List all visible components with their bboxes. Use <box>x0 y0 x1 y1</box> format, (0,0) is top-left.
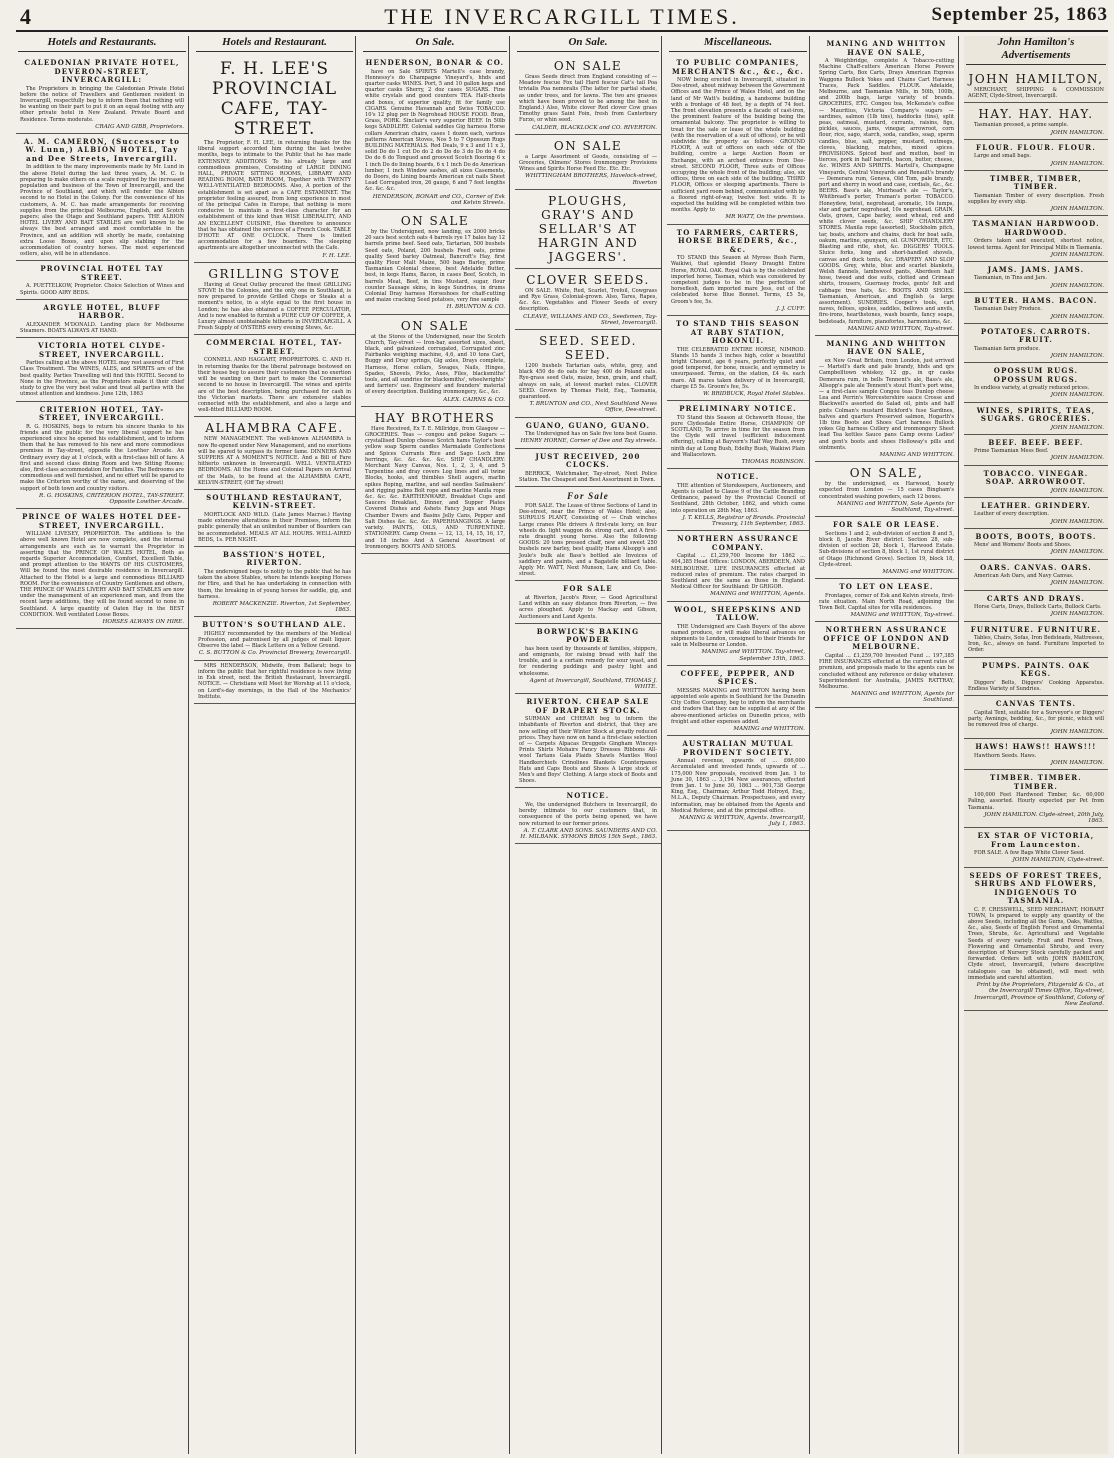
ad-title: OPOSSUM RUGS. OPOSSUM RUGS. <box>993 366 1079 384</box>
column-5 <box>667 36 810 1454</box>
advertisement <box>16 509 188 629</box>
ad-title: ARGYLE HOTEL, BLUFF HARBOR. <box>43 302 161 321</box>
ad-signature: Agent at Invercargill, Southland, THOMAS J. WHITE. <box>529 677 657 690</box>
ad-title: COMMERCIAL HOTEL, TAY-STREET. <box>206 338 343 356</box>
ad-title: BEEF. BEEF. BEEF. <box>988 437 1084 447</box>
ad-body: In addition to the many improvements made by Mr. Lund in the above Hotel during the last three years, A. M. C. is preparing to make others on a scale required by the increased population and business of the Town of Invercargill, and the Province of Southland, and which will render the Albion second to no Hotel in the Colony. For the convenience of his customers, A. M. C. has made arrangements for receiving supplies from the principal Melbourne, English, and Scotch papers; also the Otago and Southland papers. THE ALBION HOTEL LIVERY AND BAIT STABLES are well known to be always the best arranged and most comfortable in the Province, and an addition will shortly be made, containing extra Loose Boxes, and upon slip stabling for the accommodation of country horses. The most experienced ostlers, also, will be in attendance. <box>20 164 184 258</box>
ad-body: Diggers' Belts, Diggers' Cooking Apparatus. Endless Variety of Sundries. <box>968 679 1104 692</box>
ad-body: The Undersigned has on Sale five tons best Guano. <box>525 431 657 438</box>
ad-body: Capital ... £1,259,700 Income for 1862 ... 404,385 Head Offices: LONDON, ABERDEEN, AND MELBOURNE. LIFE INSURANCES effected at reduced rates of premium. The rates charged in Southland are the same as those in England. Medical Officer for Southland: Dr GRIGOR. <box>671 553 805 591</box>
ad-signature: JOHN HAMILTON. <box>1050 424 1104 431</box>
advertisement <box>194 263 355 336</box>
ad-title: CALEDONIAN PRIVATE HOTEL, DEVERON-STREET, INVERCARGILL: <box>24 58 180 84</box>
ad-body: FOR SALE. A few Bags White Clover Seed. <box>974 850 1085 857</box>
ad-signature: A. T. CLARK AND SONS. SAUNDERS AND CO. H. MILBANK. SYMONS BROS 15th Sept., 1863. <box>520 827 657 840</box>
ad-title: WOOL, SHEEPSKINS AND TALLOW. <box>674 604 802 623</box>
ad-title: TIMBER, TIMBER, TIMBER. <box>990 173 1082 192</box>
ad-signature: MANING and WHITTON. Tay-street, September 15th, 1863. <box>701 649 805 662</box>
ad-title: TO PUBLIC COMPANIES, MERCHANTS &c., &c., &c. <box>671 58 805 76</box>
ad-body: by the Undersigned, now landing, ex 2000 bricks 20 sacs best scotch oats 4 barrels rye 17 bales hay 12 barrels prime beef. Seed oats, Tartarian, 500 bushels Seed oats, Poland, 200 bushels Feed oats, prime quality Seed barley Oatmeal, Bancroft's Hay, first quality Flour Malt Maize, 500 bags Barley, prime Tasmanian Colonial cheese, best Adelaide Butter, best, in kegs Hams, Bacon, in cases Beef, Scotch, in barrels Meat, Beef, in tins Mustard, sugar, flour counter Sausage skins, in kegs Sundries, in drums Colonial Dray harness Horseshoes for chaff-cutting and maize cracking Seed potatoes, very fine sample <box>365 228 505 304</box>
advertisement <box>964 363 1108 402</box>
ad-body: The undersigned begs to notify to the public that he has taken the above Stables, where he intends keeping Horses for Hire, and that he has undertaking in connection with them, the breaking in of young horses for saddle, gig, and harness. <box>198 568 351 600</box>
ad-body: BERRICK, Watchmaker, Tay-street, Next Police Station. The Cheapest and Best Assortment in Town. <box>519 470 657 483</box>
advertisement <box>515 581 661 623</box>
ad-title: BOOTS, BOOTS, BOOTS. <box>975 531 1097 541</box>
ad-title: ALHAMBRA CAFE. <box>205 421 344 436</box>
advertisement <box>964 658 1108 696</box>
ad-title: SOUTHLAND RESTAURANT, KELVIN-STREET. <box>206 492 343 511</box>
ad-title: A. M. CAMERON, (Successor to W. Lunn,) ALBION HOTEL, Tay and Dee Streets, Invercargill. <box>23 136 181 163</box>
advertisement <box>815 36 958 336</box>
ad-signature: J. T. KELLS, Registrar of Brands. Provincial Treasury, 11th September, 1863. <box>682 514 805 527</box>
ad-body: In endless variety, at greatly reduced prices. <box>974 385 1090 392</box>
advertisement <box>964 529 1108 560</box>
ad-title: TO FARMERS, CARTERS, HORSE BREEDERS, &c., &c. <box>676 227 800 254</box>
ad-signature: MANING AND WHITTON. <box>879 451 954 458</box>
ad-signature: MANING and WHITTON, Agents for Southland. <box>851 691 954 704</box>
ad-body: Large and small bags. <box>974 153 1032 160</box>
ad-title: COFFEE, PEPPER, AND SPICES. <box>680 668 796 687</box>
ad-signature: JOHN HAMILTON. <box>1050 549 1104 556</box>
ad-signature: ROBERT MACKENZIE. Riverton, 1st September, 1863. <box>212 600 351 614</box>
ad-signature: C. S. BUTTON & Co. Provincial Brewery, Invercargill. <box>198 650 351 657</box>
ad-title: HAY BROTHERS <box>374 410 496 425</box>
advertisement <box>515 449 661 487</box>
ad-signature: JOHN HAMILTON. Clyde-street, 20th July, 1863. <box>984 811 1104 825</box>
ad-body: Orders taken and executed, shortest notice, lowest terms. Agent for Principal Mills in Tasmania. <box>968 238 1104 251</box>
ad-signature: JOHN HAMILTON. <box>1050 392 1104 399</box>
advertisement <box>16 261 188 299</box>
ad-title: BUTTER. HAMS. BACON. <box>974 295 1098 305</box>
ad-signature: MANING AND WHITTON, Tay-street. <box>847 325 954 332</box>
column-heading: On Sale. <box>517 36 659 52</box>
ad-title: FURNITURE. FURNITURE. <box>970 624 1102 634</box>
ad-title: NORTHERN ASSURANCE OFFICE OF LONDON AND MELBOURNE. <box>823 625 950 652</box>
ad-title: FOR SALE <box>563 584 613 594</box>
advertisement <box>515 190 661 269</box>
advertisement <box>194 335 355 417</box>
column-heading: Miscellaneous. <box>669 36 807 52</box>
ad-body: Tasmanian Timber of every description. Fresh supplies by every ship. <box>968 192 1104 205</box>
ad-signature: MANING and WHITTON. <box>882 568 954 575</box>
ad-title: JOHN HAMILTON, <box>968 72 1104 86</box>
column-7 <box>964 36 1108 1454</box>
ad-signature: W. BRIDBUCK, Royal Hotel Stables. <box>703 390 805 397</box>
ad-signature: JOHN HAMILTON. <box>1050 282 1104 289</box>
ad-body: Tasmanian pressed, a prime sample. <box>974 122 1069 129</box>
ad-title: CANVAS TENTS. <box>995 699 1077 709</box>
ad-signature: H. BRUNTON & CO. <box>446 304 505 311</box>
advertisement <box>361 55 509 210</box>
ad-body: by the undersigned, ex Harwood, hourly expected from London — 15 cases Bingham's concentrated washing powders, each 12 boxes. <box>819 481 954 500</box>
ad-title: PROVINCIAL HOTEL TAY STREET. <box>40 264 164 282</box>
ad-title: For Sale <box>567 491 609 501</box>
ad-title: BUTTON'S SOUTHLAND ALE. <box>202 620 347 630</box>
ad-title: NOTICE. <box>566 791 610 801</box>
ad-title: VICTORIA HOTEL CLYDE-STREET, INVERCARGILL. <box>38 341 166 359</box>
ad-body: Horse Carts, Drays, Bullock Carts, Bullock Carts. <box>974 604 1102 611</box>
advertisement <box>194 490 355 547</box>
advertisement <box>667 469 809 531</box>
advertisement <box>667 225 809 316</box>
ad-signature: JOHN HAMILTON. <box>1050 160 1104 167</box>
ad-signature: MANING and WHITTON, Sole Agents for Southland, Tay-street. <box>836 500 954 513</box>
advertisement <box>815 462 958 517</box>
ad-body: Tasmanian farm produce. <box>974 345 1040 352</box>
advertisement <box>815 336 958 462</box>
ad-signature: JOHN HAMILTON. <box>1050 251 1104 258</box>
advertisement <box>964 498 1108 529</box>
ad-title: AUSTRALIAN MUTUAL PROVIDENT SOCIETY. <box>682 739 794 757</box>
ad-title: TASMANIAN HARDWOOD. HARDWOOD. <box>972 219 1100 237</box>
advertisement <box>964 868 1108 1011</box>
advertisement <box>964 435 1108 466</box>
advertisement <box>515 330 661 418</box>
column-heading: Hotels and Restaurant. <box>196 36 353 52</box>
advertisement <box>964 770 1108 828</box>
advertisement <box>194 617 355 660</box>
advertisement <box>515 694 661 788</box>
ad-signature: THOMAS ROBINSON. <box>741 459 805 466</box>
ad-body: have on Sale SPIRITS Martell's case brandy, Hennessy's do Champagne Vineyard's, hhds and quarter casks WINES. Port, 5 and 10 gallon kegs and quarter casks Sherry, 2 doz cases SUGARS. Fine white crystals and good counters TEA. Half-chests and boxes, of superior quality, fit for family use CIGARS. Genuine Havannah and Swiss TOBACCO. 10's 12 plug per lb Negrohead HOUSE FOOD. Bran, Grass, PORK. Sinclair's very superior BEEF. In 50lb kegs SADDLERY. Colonial saddles Gig harness Horse collars American chairs, cases 1 dozen each, various patterns American Stoves, Nos 5 to 7 Opossum Rugs BUILDING MATERIALS. Red Deals, 9 x 3 and 11 x 3, solid Do do 1 cut Do do 2 do Do do 3 do Do do 4 do Do do 6 do Tongued and grooved Scotch flooring 6 x 1 inch Do do lining boards, 6 x 1 inch Do do American lumber, 1 inch Window sashes, all sizes Casements, do Doors, do Lining boards American cut nails Sheet Lead Corrugated iron, 26 gauge, 6 and 7 feet lengths &c. &c. &c. <box>365 68 505 193</box>
ad-body: THE Undersigned are Cash Buyers of the above named produce, or will make liberal advances on shipments to London, consigned to their friends for sale in Melbourne or London. <box>671 623 805 649</box>
ad-body: Tables, Chairs, Sofas, Iron Bedsteads, Mattresses, Iron, &c., always on hand. Furniture Imported to Order. <box>968 635 1104 654</box>
advertisement <box>964 216 1108 262</box>
ad-signature: MR WATT, On the premises. <box>725 214 805 221</box>
ad-signature: J. J. CUFF. <box>776 305 805 312</box>
ad-title: PRELIMINARY NOTICE. <box>679 404 797 414</box>
ad-title: OARS. CANVAS. OARS. <box>980 562 1092 572</box>
ad-body: Mens' and Womens' Boots and Shoes. <box>974 542 1072 549</box>
ad-title: TO STAND THIS SEASON AT RABY STATION, HOKONUI. <box>676 319 800 345</box>
ad-signature: F. H. LEE. <box>322 252 351 259</box>
advertisement <box>964 622 1108 658</box>
ad-title: HAWS! HAWS!! HAWS!!! <box>975 742 1097 752</box>
advertisement <box>964 560 1108 591</box>
ad-signature: CLEAVE, WILLIAMS AND CO., Seedsmen, Tay-Street, Invercargill. <box>523 313 657 326</box>
ad-signature: JOHN HAMILTON. <box>1050 129 1104 136</box>
advertisement <box>515 55 661 135</box>
ad-body: TO STAND this Season at Myross Bush Farm, Waikiwi, that splendid Heavy Draught Entire Horse, ROYAL OAK. Royal Oak is by the celebrated imported horse, Tasman, which was considered by competent judges to be in the perfection of horseflesh, dam imported mare Jess, out of the celebrated horse Blue Bonnet. Terms, £5 5s, Groom's fee, 5s. <box>671 255 805 305</box>
ad-title: CARTS AND DRAYS. <box>986 593 1086 603</box>
ad-body: A Weighbridge, complete A Tobacco-cutting Machine Chaff-cutters American Horse Powers Spring Carts, Box Carts, Drays American Express Waggons Bullock Yokes and Chains Cart Harness Traces, Pack Saddles. FLOUR. Adelaide, Melbourne, and Tasmanian Mills, in 50lb, 100lb, and 200lb bags, large variety of brands. GROCERIES, ETC. Congou tea, McKenzie's coffee — Mauritius, Victoria Company's sugars — sardines, salmon (1lb tins), haddocks (tins), split peas, oatmeal, mustard, currants, raisins, figs, pickles, sauces, jams, vinegar, arrowroot, corn flour, rice, sago, starch, soda, candles, soap, sperm candles, blue, salt, pepper, mustard, nutmegs, cloves, blacking, matches, mixed spices. PROVISIONS. Spiced beef and mutton, beef in tierces, pork in half barrels, bacon, butter, cheese, &c. WINES AND SPIRITS. Martell's, Champagne Vineyards, Central Vineyards and Renault's brandy — Demerara rum, Geneva, Old Tom, pale brandy, port and sherry in wood and case, cordials, &c., &c. BEERS. Bass's ale, Muirhead's ale — Taylor's, Whitbread's porter, Truman's porter. TOBACCO. Honeydew, twist, negrohead, aromatic, 10s lumps, star and garter negrohead, 10s negrohead. GRAIN. Oats, grown, Cape barley, seed wheat, red and white clover seeds, &c. SHIP CHANDLERY STORES. Manila rope (assorted), Stockholm pitch, tar, boats, anchors and chains, duck for boat sails, oakum, marline, spunyarn, oil. GUNPOWDER, ETC. Blasting and rifle, shot, &c. DIGGERS' TOOLS. Sluice forks, long and short-handled shovels, canvas and duck tents, &c. DRAPERY AND SLOP GOODS. Grey, white, blue and scarlet blankets, Welsh flannels, lambswool pants, Aberdeen half hose, tweed and doe suits, clotted and Crimean shirts, trousers, Guernsey frocks, gents' felt and cabbage tree hats, &c. BOOTS AND SHOES. Tasmanian, American, and English (a large assortment). SUNDRIES. Cooper's tools, cart naves, felloes, spokes, saddles, bellows and anvils, fire-irons, hearthstones, wash boards, fancy soaps, bedsteads, furniture, pianofortes, harmoniums, &c. <box>819 58 954 325</box>
ad-title: BORWICK'S BAKING POWDER <box>536 626 640 645</box>
column-heading: Hotels and Restaurants. <box>18 36 186 52</box>
ad-body: Annual revenue, upwards of ... £66,000 Accumulated and invested funds, upwards of ... 175,000 New proposals, received from Jan. 1 to June 30, 1863 ... 3,194 New assurances, effected from Jan. 1 to June 30, 1863 ... 901,738 George King, Esq., Chairman; Arthur Todd Holroyd, Esq., M.L.A., Deputy Chairman. Prospectuses, and every information, may be obtained from the Agents and Medical Referee, and at the principal office. <box>671 758 805 814</box>
ad-title: FOR SALE OR LEASE. <box>833 520 940 530</box>
ad-body: NEW MANAGEMENT. The well-known ALHAMBRA is now Re-opened under New Management, and no exertions will be spared to surpass its former fame. DINNERS AND SUPPERS AT A MOMENT'S NOTICE. And a Bill of Fare hitherto unknown in Invercargill. WELL VENTILATED BEDROOMS. All the Home and Colonial Papers on Arrival of the Mails, to be found at the ALHAMBRA CAFE, KELVIN-STREET, (Off Tay street) <box>198 436 351 486</box>
issue-date: September 25, 1863 <box>931 4 1108 25</box>
ad-signature: JOHN HAMILTON, Clyde-street. <box>1012 857 1104 864</box>
ad-title: F. H. LEE'S PROVINCIAL CAFE, TAY-STREET. <box>211 59 338 139</box>
column-heading: John Hamilton's Advertisements <box>966 36 1106 65</box>
ad-body: R. G. HOSKINS, begs to return his sincere thanks to his friends and the public for the very liberal support he has experienced since he opened his establishment, and to inform them that he has removed to his new and more commodious premises in Tay-street, opposite the Lowther Arcade. An Ordinary every day at 1 o'clock, with a first-class bill of fare. A first and second class dining Room and two Sitting Rooms; also, first-class accommodation for Families. The Bedrooms are commodious and well furnished, and no effort will be spared to make the Criterion worthy of the name, and deserving of the support of both town and country visitors. <box>20 423 184 492</box>
ad-title: PLOUGHS, GRAY'S AND SELLAR'S AT HARGIN AND JAGGERS'. <box>537 193 639 264</box>
ad-body: has been used by thousands of families, shippers, and emigrants, for raising bread with half the trouble, and is a certain remedy for sour yeast, and for rendering puddings and pastry light and wholesome. <box>519 645 657 677</box>
ad-title: EX STAR OF VICTORIA, From Launceston. <box>977 831 1095 849</box>
advertisement <box>964 68 1108 103</box>
ad-signature: JOHN HAMILTON. <box>1050 313 1104 320</box>
ad-body: 100,000 Feet Hardwood Timber, &c. 60,000 Paling, assorted. Hourly expected per Pet from Tasmania. <box>968 792 1104 811</box>
ad-body: Have Received, Ex T. E. Millridge, from Glasgow — GROCERIES. Teas — congou and pekoe Sugars — crystallised Dunlop cheese Scotch hams Taylor's best yellow soap Sperm candles Marmalade Confections and Spices Currants Rice and Sago Loch fine herrings, &c. &c. &c. &c. SHIP CHANDLERY: Merchant Navy Canvas, Nos. 1, 2, 3, 4, and 5 Turpentine and dray covers Log lines and all twine Blocks, hooks, and thimbles Shell augers, marlin spikes Roping, marline, and sail needles Sailmakers' and rigging palms Bolt rope and marline Manila rope &c. &c. &c. EARTHENWARE. Breakfast Cups and Saucers Breakfast, Dinner, and Supper Plates Covered Dishes and Ashets Fancy Jugs and Mugs Chamber Ewers and Basins Jelly Cans, Pepper and Salt Dishes &c. &c. &c. PAPERHANGINGS. A large variety. PAINTS, OILS, AND TURPENTINE. STATIONERY. Camp Ovens — 12, 13, 14, 15, 16, 17, and 18 inches And A General Assortment of Ironmongery. BOOTS AND SHOES. <box>365 425 505 550</box>
ad-body: Tasmanian Dairy Produce. <box>974 306 1043 313</box>
ad-title: ON SALE <box>553 59 623 73</box>
ad-title: ON SALE, <box>849 466 924 481</box>
ad-title: SEEDS OF FOREST TREES, SHRUBS AND FLOWERS, INDIGENOUS TO TASMANIA. <box>969 870 1103 906</box>
advertisement <box>964 828 1108 867</box>
advertisement <box>361 315 509 407</box>
column-heading: On Sale. <box>363 36 507 52</box>
ad-body: Sections 1 and 2, sub-division of section 8 and 5, block 8, Jacobs River district. Section 28, sub-division of section 28, block 1, Harwood Estate. Sub-divisions of section 8, block 1, 1st rural district of Otago (Richmond Grove). Section 19, block 18, Clyde-street. <box>819 530 954 568</box>
advertisement <box>194 547 355 617</box>
column-2 <box>194 36 356 1454</box>
ad-signature: JOHN HAMILTON. <box>1050 611 1104 618</box>
ad-signature: JOHN HAMILTON. <box>1050 206 1104 213</box>
ad-signature: JOHN HAMILTON. <box>1050 518 1104 525</box>
advertisement <box>361 407 509 554</box>
ad-body: ex New Great Britain, from London, just arrived — Martell's dark and pale brandy, hhds and qrs Campbelltown whiskey, 12 gp., in qr casks Demerara rum, in bells Tennent's ale, Bass's ale, Allsopp's pale ale Tennent's stout Hunt's port wine, — a first-class sample Congou teas Dunlop cheese Lea and Perrin's Worcestershire sauce Crosse and Blackwell's assorted do Salad oil, pints and half pints Colman's mustard Bickford's fuse Sardines, halves and quarters Preserved salmon, Hogarth's 1lb tins Boots and Shoes Cart harness Bullock yokes Gig harness Cutlery and ironmongery Sheet lead Tea kettles Sauce pans Camp ovens Ladies' and gent's boots and shoes Holloway's pills and ointments. <box>819 357 954 451</box>
ad-signature: R. G. HOSKINS, CRITERION HOTEL, TAY-STREET. Opposite Lowther Arcade. <box>39 492 184 505</box>
advertisement <box>964 262 1108 293</box>
page-number: 4 <box>20 4 31 29</box>
advertisement <box>515 418 661 449</box>
ad-title: TOBACCO. VINEGAR. SOAP. ARROWROOT. <box>983 468 1089 487</box>
ad-title: MANING AND WHITTON HAVE ON SALE, <box>826 39 947 57</box>
ad-title: WINES, SPIRITS, TEAS, SUGARS. GROCERIES. <box>976 405 1096 424</box>
ad-body: NOW being erected in Invercargill, situated in Dee-street, about midway between the Government Offices and the Prince of Wales Hotel, and on the land of Mr Watt's building, a handsome building with a frontage of 48 feet, by a depth of 74 feet. The front elevation presents a facade of cast-iron, the prominent feature of the building being the ornamental balcony. The proprietor is willing to treat for the sale or lease of the whole building (with the reservation of a suit of offices), or he will subdivide the property as follows: GROUND FLOOR, A suit of offices on each side of the building, centre a large Auction Room or Exchange, with an arched entrance from Dee-street. SECOND FLOOR, Three suits of Offices occupying the whole front of the building; also, six offices, three on each side of the building. THIRD FLOOR, Offices or sleeping apartments. There is sufficient yard room behind, communicated with by a floored right-of-way, twelve feet wide. It is expected the building will be completed within two months. Apply to <box>671 77 805 214</box>
ad-signature: MANING and WHITTON, Agents. <box>710 591 805 598</box>
column-3 <box>361 36 510 1454</box>
ad-title: JAMS. JAMS. JAMS. <box>987 264 1085 274</box>
ad-title: GUANO, GUANO, GUANO. <box>525 420 651 430</box>
ad-title: CLOVER SEEDS. <box>526 272 650 287</box>
ad-body: Parties calling at the above HOTEL may rest assured of First Class Treatment. The WINES, ALES, and SPIRITS are of the best quality. Parties Travelling will find this HOTEL Second to None in the Province, as the Proprietors make it their chief study to give the very best value and treat all parties with the utmost attention and kindness. June 12th, 1863 <box>20 360 184 398</box>
ad-signature: HENDERSON, BONAR and CO., Corner of Esk and Kelvin Streets. <box>372 193 505 206</box>
ad-title: MANING AND WHITTON HAVE ON SALE, <box>826 338 947 357</box>
ad-title: RIVERTON. CHEAP SALE OF DRAPERY STOCK. <box>526 697 650 715</box>
advertisement <box>964 324 1108 363</box>
advertisement <box>194 55 355 263</box>
ad-signature: JOHN HAMILTON. <box>1050 729 1104 736</box>
ad-title: TIMBER. TIMBER. TIMBER. <box>990 773 1082 791</box>
ad-title: PUMPS. PAINTS. OAK KEGS. <box>981 660 1091 679</box>
ad-body: Frontages, corner of Esk and Kelvin streets, first-rate situation. Main North Road, adjoining the Town Belt. Capital sites for villa residences. <box>819 592 954 612</box>
ad-signature: MANING & WHITTON, Agents. Invercargill, July 1, 1863. <box>679 815 805 828</box>
ad-title: SEED. SEED. SEED. <box>539 334 637 363</box>
ad-title: BASSTION'S HOTEL, RIVERTON. <box>223 549 326 568</box>
ad-title: FLOUR. FLOUR. FLOUR. <box>976 142 1096 152</box>
ad-body: A. PUETTELKOW, Proprietor. Choice Selection of Wines and Spirits. GOOD AIRY BEDS. <box>20 283 184 296</box>
advertisement <box>667 666 809 736</box>
ad-signature: JOHN HAMILTON. <box>1050 487 1104 494</box>
advertisement <box>815 622 958 707</box>
advertisement <box>815 579 958 622</box>
advertisement <box>964 293 1108 324</box>
ad-body: Capital Tent, suitable for a Surveyor's or Diggers' party, Awnings, bedding, &c., for picnic, which will be removed free of charge. <box>968 709 1104 728</box>
ad-body: MERCHANT, SHIPPING & COMMISSION AGENT, Clyde-Street, Invercargill. <box>968 87 1104 100</box>
ad-body: Capital ... £1,259,700 Invested Fund ... 197,385 FIRE INSURANCES effected at the current rates of premium, and proposals made to the agents can be concluded without any reference or delay whatever. Superintendent for Australia, JAMES RATTRAY, Melbourne. <box>819 652 954 690</box>
ad-title: NOTICE. <box>716 472 760 482</box>
ad-body: The Proprietor, F. H. LEE, in returning thanks for the liberal support accorded him during the last twelve months, begs to intimate to the Public that he has made EXTENSIVE ADDITIONS To his already large and commodious premises, Consisting of LARGE DINING HALL, PRIVATE SITTING ROOMS, LIBRARY AND READING ROOM, BATH ROOM, Together with TWENTY WELL-VENTILATED BEDROOMS. Also, A portion of the establishment is set apart as a CAFE ESTAMINET. The proprietor feeling assured, from long experience in most of the principal Cafes in Europe, that nothing is more conducive to maintain a first-class character for an establishment of this kind than WISE LIBERALITY, AND AN EXCELLENT CUISINE, Has therefore to announce that he has obtained the services of a French Cook. TABLE D'HOTE AT ONE O'CLOCK. There is limited accommodation for a few boarders. The sleeping apartments are altogether unconnected with the Cafe. <box>198 140 351 252</box>
ad-body: THE CELEBRATED ENTIRE HORSE, NIMROD. Stands 15 hands 3 inches high, color a beautiful bright Chesnut, age 6 years, perfectly quiet and good tempered, for bone, muscle, and symmetry is unsurpassed. Terms, on the station, £4 4s. each mare. All mares taken delivery of in Invercargill, charge £5 5s. Groom's fee, 5s. <box>671 346 805 390</box>
column-6 <box>815 36 959 1454</box>
advertisement <box>361 210 509 315</box>
advertisement <box>515 624 661 694</box>
advertisement <box>815 517 958 579</box>
advertisement <box>16 300 188 338</box>
ad-signature: T. BRUNTON and CO., Next Southland News Office, Dee-street. <box>529 401 657 414</box>
advertisement <box>16 402 188 510</box>
advertisement <box>515 788 661 844</box>
ad-title: HAY. HAY. HAY. <box>978 107 1094 122</box>
advertisement <box>194 417 355 490</box>
ad-signature: JOHN HAMILTON. <box>1050 760 1104 767</box>
column-1 <box>16 36 189 1454</box>
advertisement <box>667 736 809 831</box>
newspaper-title: THE INVERCARGILL TIMES. <box>384 4 740 29</box>
ad-body: TO Stand this Season at Ochsworth House, the pure Clydesdale Entire Horse, CHAMPION OF SCOTLAND, To arrive in time for the season from the Clyde will travel (sufficient inducement offering), calling at Bayvern's Half Way Bush, every ninth day at Long Bush, Edelhy Bush, Waikiwi Plain and Wallacetown. <box>671 414 805 458</box>
ad-body: Hawthorn Seeds. Haws. <box>974 752 1037 759</box>
ad-body: Having at Great Outlay procured the finest GRILLING STOVE In the Colonies, and the only one in Southland, is now prepared to provide Grilled Chops or Steaks at a moment's notice, in a style equal to the first house in London; he has also obtained a COFFEE PERCULATOR, And is now enabled to furnish a PURE CUP OF COFFEE, A Luxury almost unobtainable hitherto in INVERCARGILL. A Fresh Supply of OYSTERS every evening Stews, &c. <box>198 281 351 332</box>
masthead <box>16 4 1108 32</box>
ad-body: The Proprietors in bringing the Caledonian Private Hotel before the notice of Travellers and Gentlemen resident in Invercargill, respectfully beg to inform them that nothing will be wanting on their part to put it on an equal footing with any other private hotel in New Zealand. Private Board and Residence. Terms moderate. <box>20 85 184 123</box>
advertisement <box>964 591 1108 622</box>
ad-body: at Riverton, Jacob's River, — Good Agricultural Land within an easy distance from Riverton, — five acres ploughed. Apply to Mackay and Gibson, Auctioneers and Land Agents. <box>519 594 657 620</box>
ad-body: a Large Assortment of Goods, consisting of — Groceries, Oilmens' Stores Ironmongery Provisions Wines and Spirits Horse Feed Etc. Etc. Etc. <box>519 153 657 173</box>
ad-signature: MANING and WHITTON, Tay-street. <box>850 612 954 619</box>
ad-body: American Ash Oars, and Navy Canvas. <box>974 573 1074 580</box>
ad-body: SURMAN and CHERAR beg to inform the inhabitants of Riverton and district, that they are now selling off their Winter Stock at greatly reduced prices. They have now on hand a first-class selection of — Carpets Alpacas Druggets Gingham Winceys Prints Shirts Mohairs Fancy Dresses Ribbons All-wool Tartans Gala Plaids Shawls Mantles Wool Handkerchiefs Crinolines Blankets Counterpanes Hats and Caps Boots and Shoes A large stock of Men's and Boys' Clothing. A large stock of Boots and Shoes. <box>519 716 657 785</box>
ad-title: ON SALE <box>553 138 623 153</box>
columns-area <box>16 36 1108 1454</box>
advertisement <box>667 602 809 666</box>
advertisement <box>964 171 1108 217</box>
ad-body: WILLIAM LIVESEY, PROPRIETOR. The additions to the above well known Hotel are now complete, and the internal arrangements are such as to warrant the Proprietor in asserting that the PRINCE OF WALES HOTEL, Both as regards Superior Accommodation, Comfort, Excellent Table, and prompt attention to the WANTS OF HIS CUSTOMERS, Will be found the most desirable residence in Invercargill. Attached to the Hotel is a large and commodious BILLIARD ROOM. For the convenience of Country Gentlemen and others, THE PRINCE OF WALES LIVERY AND BAIT STABLES are now under the management of an experienced man, and from the recent large additions, they will be found second to none in Southland. A large quantity of Oaten Hay in the BEST CONDITION. Well ventilated Loose Boxes. <box>20 531 184 618</box>
advertisement <box>964 739 1108 770</box>
ad-body: Prime Tasmanian Mess Beef. <box>974 448 1049 455</box>
ad-body: Grass Seeds direct from England consisting of — Meadow fescue Fox tail Hard fescue Cat's tail Poa trivialis Poa nemoralis (The latter for partial shade, as under trees, and for lawns. The two are grasses which have been proved to be among the best in England.) Also, White clover Red clover Cow grass Timothy grass Saint Foin, fresh from Canterbury Furze, or whin seed. <box>519 74 657 124</box>
ad-body: MORTLOCK AND WILD. (Late James Macrae.) Having made extensive alterations in their Premises, inform the public generally that an unlimited number of Boarders can be accommodated. MEALS AT ALL HOURS. WELL-AIRED BEDS, 1s. PER NIGHT. <box>198 511 351 543</box>
ad-title: GRILLING STOVE <box>208 266 341 281</box>
ad-title: POTATOES. CARROTS. FRUIT. <box>980 326 1092 345</box>
ad-body: We, the undersigned Butchers in Invercargill, do hereby intimate to our customers that, in consequence of the ports being opened, we have now returned to our former prices. <box>519 801 657 827</box>
ad-signature: WHITTINGHAM BROTHERS, Havelock-street, Riverton <box>525 173 657 186</box>
ad-signature: HORSES ALWAYS ON HIRE. <box>102 618 184 625</box>
ad-body: HIGHLY recommended by the members of the Medical Profession, and patronised by all judges of malt liquor. Observe the label — Black Letters on a Yellow Ground. <box>198 630 351 650</box>
advertisement <box>667 316 809 401</box>
column-4 <box>515 36 662 1454</box>
ad-body: MESSRS MANING and WHITTON having been appointed sole agents in Southland for the Dunedin City Coffee Company, beg to inform the merchants and traders that they can be supplied at any of the above-mentioned articles on Dunedin prices, with freight and other expenses added. <box>671 687 805 725</box>
ad-body: MRS HENDERSON, Midwife, from Ballarat; begs to inform the public that her rightful residence is now living in Esk street, next the British Restaurant, Invercargill. NOTICE. — Christians will Meet for Worship at 11 o'clock, on Lord's-day mornings, in the Hall of the Mechanics' Institute. <box>198 662 351 700</box>
advertisement <box>194 661 355 704</box>
ad-body: Tasmanian, in Tins and Jars. <box>974 275 1047 282</box>
advertisement <box>964 466 1108 498</box>
ad-title: TO LET ON LEASE. <box>839 582 934 592</box>
advertisement <box>16 55 188 134</box>
ad-body: C. F. CRESSWELL, SEED MERCHANT, HOBART TOWN, Is prepared to supply any quantity of the above Seeds, including all the Gums, Oaks, Wattles, &c., also, Seeds of English Forest and Ornamental Trees, Shrubs, &c. Agricultural and Vegetable Seeds of every variety. Fruit and Forest Trees, Flowering and Ornamental Shrubs, and every description of Nursery Stock carefully packed and forwarded. Orders left with JOHN HAMILTON, Clyde street, Invercargill, (where descriptive catalogues can be obtained), will meet with immediate and careful attention. <box>968 906 1104 981</box>
ad-body: CONNELL AND HAGGART, PROPRIETORS. C. AND H. in returning thanks for the liberal patronage bestowed on their house beg to assure their customers that no exertion will be wanting on their part to make the Commercial second to no house in Invercargill. The wines and spirits are of the best description, being purchased for cash in the Victorian markets. There are extensive stables connected with the establishment, and also a large and well-fitted BILLIARD ROOM. <box>198 357 351 414</box>
ad-signature: JOHN HAMILTON. <box>1050 455 1104 462</box>
ad-body: FOR SALE. The Lease of three Sections of Land in Dee-street, near the Prince of Wales Hotel; also, SURPLUS PLANT, Consisting of — Crab winches Large cranes Pile drivers A first-rate lorry, on four wheels do. light waggon do. strong cart, and A first-rate draught young horse. Also the following GOODS: 20 tons pressed chaff, new and sweet 250 bushels new barley, best quality Hams Allsopp's and Joule's bulk ale Bass's bottled ale Invoices of saddlery and paints, and a Bagatelle billiard table. Apply Mr. WATT, Next Munson, Law, and Co, Dee-street. <box>519 503 657 578</box>
ad-title: CRITERION HOTEL, TAY-STREET, INVERCARGILL. <box>39 404 165 422</box>
ad-signature: CALDER, BLACKLOCK and CO. RIVERTON. <box>532 124 657 131</box>
advertisement <box>16 134 188 262</box>
ad-signature: JOHN HAMILTON. <box>1050 580 1104 587</box>
ad-signature: JOHN HAMILTON. <box>1050 352 1104 359</box>
ad-title: NORTHERN ASSURANCE COMPANY. <box>677 534 799 552</box>
advertisement <box>964 403 1108 435</box>
advertisement <box>515 269 661 330</box>
ad-body: ON SALE. White, Red, Scarlet, Trefoil, Cowgrass and Rye Grass, Colonial-grown. Also, Tares, Rapes, &c. &c. Vegetables and Flower Seeds of every description. <box>519 287 657 313</box>
ad-signature: Print by the Proprietors, Fitzgerald & Co., at the Invercargill Times Office, Tay-street, Invercargill, Province of Southland, Colony of New Zealand. <box>974 982 1104 1007</box>
ad-title: ON SALE <box>400 213 470 228</box>
advertisement <box>964 103 1108 139</box>
ad-body: Leather of every description. <box>974 511 1049 518</box>
ad-title: PRINCE OF WALES HOTEL DEE-STREET, INVERCARGILL. <box>22 512 182 530</box>
advertisement <box>667 531 809 601</box>
advertisement <box>515 135 661 190</box>
advertisement <box>16 338 188 401</box>
ad-signature: ALEX. CAIRNS & CO. <box>443 396 505 403</box>
ad-body: THE attention of Storekeepers, Auctioneers, and Agents is called to Clause 9 of the Cattle Branding Ordinance, passed by the Provincial Council of Southland, 28th October, 1862, and which came into operation on 28th May, 1863. <box>671 482 805 514</box>
ad-title: HENDERSON, BONAR & CO. <box>365 58 505 67</box>
ad-signature: HENRY HORNE, Corner of Dee and Tay streets. <box>520 438 657 445</box>
advertisement <box>667 55 809 225</box>
ad-title: ON SALE <box>400 318 470 333</box>
ad-signature: MANING and WHITTON. <box>733 726 805 733</box>
ad-signature: CRAIG AND GIBB, Proprietors. <box>95 123 184 130</box>
ad-title: JUST RECEIVED, 200 CLOCKS. <box>535 451 641 470</box>
advertisement <box>964 696 1108 739</box>
advertisement <box>515 487 661 581</box>
ad-body: ALEXANDER M'DONALD. Landing place for Melbourne Steamers. BOATS ALWAYS AT HAND. <box>20 321 184 335</box>
ad-title: LEATHER. GRINDERY. <box>981 500 1091 510</box>
ad-body: 1200 bushels Tartarian oats, white, grey, and black 450 do do oats for hay 400 do Poland oats. Rye-grass seed Oats, maize, bran, grain, and chaff, always on sale, at lowest market rates. CLOVER SEED. Grown by Thomas Field, Esq., Tasmania, guaranteed. <box>519 363 657 401</box>
advertisement <box>667 401 809 469</box>
ad-body: at the Stores of the Undersigned, near the Scotch Church, Tay-street — Iron-bar, assorted sizes, sheet, black, and galvanized corrugated, Corrugated zinc Fairbanks weighing machine, 4,6, and 10 tons Cart, Buggy and Dray springs, Gig axles, Drays complete, Harness, Horse collars, Swages, Nails, Hinges, Spades, Shovels, Picks, Axes, Files, blacksmiths' tools, and all sundries for blacksmiths', wheelwrights' and farriers' use. Engineers' and founders' material of every description. Building ironmongery, &c., &c. <box>365 333 505 396</box>
advertisement <box>964 140 1108 171</box>
